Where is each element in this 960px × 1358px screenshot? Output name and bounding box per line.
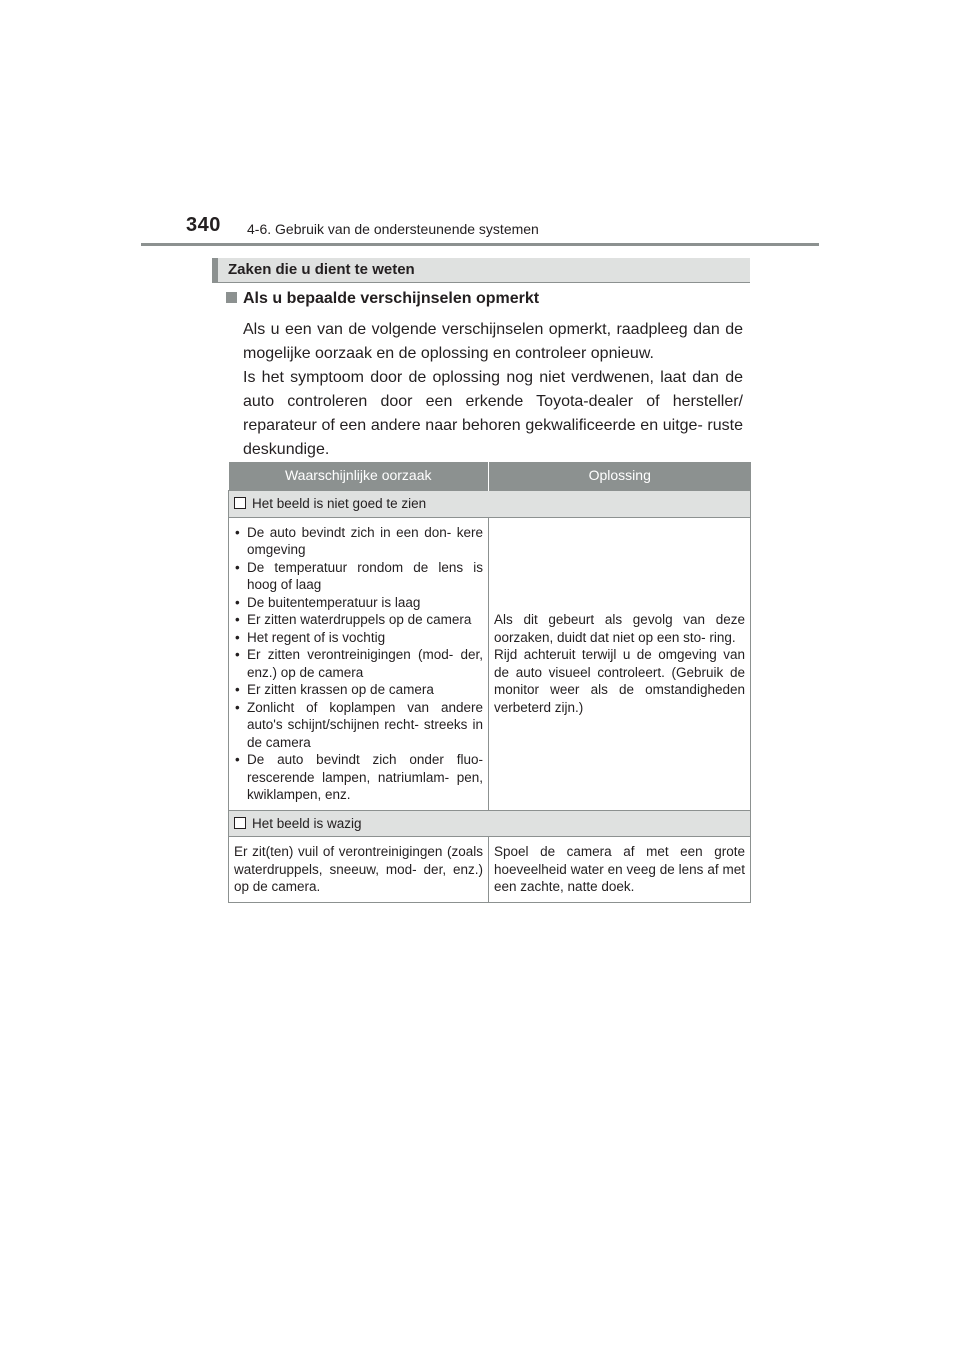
column-header-solution: Oplossing (489, 462, 751, 491)
table-header-row (229, 462, 751, 491)
subheading-text: Als u bepaalde verschijnselen opmerkt (243, 290, 540, 307)
notice-box-title: Zaken die u dient te weten (228, 261, 415, 278)
group-title: Het beeld is wazig (252, 815, 362, 831)
solution-text: Als dit gebeurt als gevolg van deze oorzaken, duidt dat niet op een sto- ring. (494, 612, 745, 645)
list-item: • Zonlicht of koplampen van andere auto's schijnt/schijnen recht- streeks in de camera (234, 699, 483, 752)
list-item: • Er zitten krassen op de camera (234, 681, 483, 699)
subheading (226, 290, 539, 308)
group-title-cell (229, 810, 751, 837)
checkbox-icon (234, 497, 246, 509)
cause-cell: Er zit(ten) vuil of verontreinigingen (zoals waterdruppels, sneeuw, mod- der, enz.) op de camera. (229, 837, 489, 903)
page-number: 340 (186, 214, 221, 236)
table-row (229, 837, 751, 903)
list-item: • Er zitten verontreinigingen (mod- der, enz.) op de camera (234, 646, 483, 681)
column-header-cause: Waarschijnlijke oorzaak (229, 462, 489, 491)
cause-cell (229, 517, 489, 810)
group-row (229, 810, 751, 837)
paragraph: Als u een van de volgende verschijnselen opmerkt, raadpleeg dan de mogelijke oorzaak en de oplossing en controleer opnieuw. (243, 321, 743, 362)
list-item: • De temperatuur rondom de lens is hoog of laag (234, 559, 483, 594)
list-item: • De auto bevindt zich in een don- kere omgeving (234, 524, 483, 559)
running-header: 4-6. Gebruik van de ondersteunende systemen (247, 221, 539, 237)
paragraph: Is het symptoom door de oplossing nog niet verdwenen, laat dan de auto controleren door een erkende Toyota-dealer of hersteller/ reparateur of een andere naar behoren gekwalificeerde en uitge- ruste deskundige. (243, 369, 743, 458)
solution-cell: Spoel de camera af met een grote hoeveelheid water en veeg de lens af met een zachte, natte doek. (489, 837, 751, 903)
notice-box (212, 258, 750, 283)
list-item: • De auto bevindt zich onder fluo- rescerende lampen, natriumlam- pen, kwiklampen, enz. (234, 751, 483, 804)
solution-cell (489, 517, 751, 810)
list-item: • Er zitten waterdruppels op de camera (234, 611, 483, 629)
cause-list (234, 524, 483, 804)
group-title-cell (229, 491, 751, 518)
group-title: Het beeld is niet goed te zien (252, 496, 427, 511)
header-rule (141, 243, 819, 246)
table-row (229, 517, 751, 810)
solution-text: Rijd achteruit terwijl u de omgeving van de auto visueel controleert. (Gebruik de monitor weer als de omstandigheden verbeterd zijn.) (494, 647, 745, 715)
group-row (229, 491, 751, 518)
troubleshooting-table (228, 462, 751, 903)
checkbox-icon (234, 817, 246, 829)
list-item: • Het regent of is vochtig (234, 629, 483, 647)
list-item: • De buitentemperatuur is laag (234, 594, 483, 612)
square-bullet-icon (226, 292, 237, 303)
